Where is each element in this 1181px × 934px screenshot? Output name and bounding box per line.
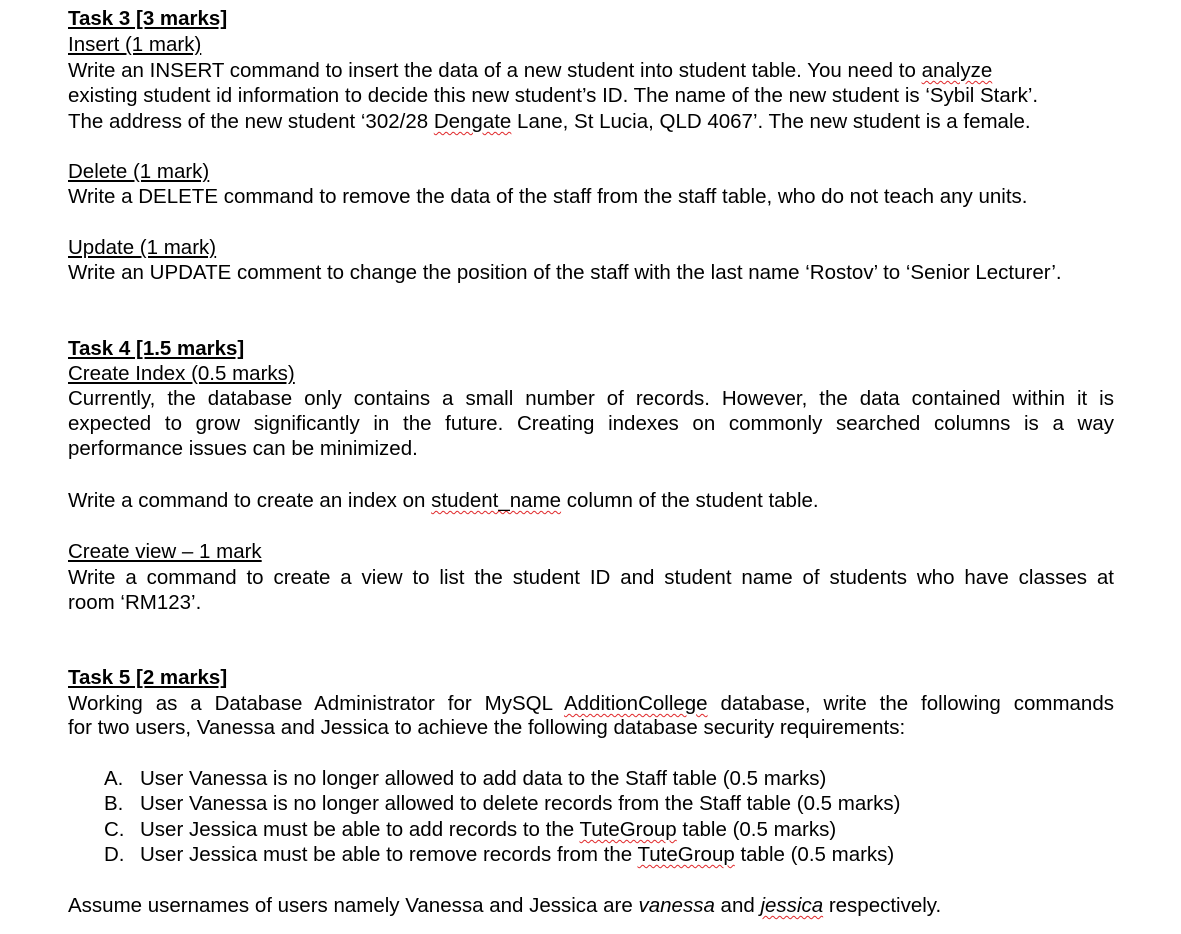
view-line-1: Write a command to create a view to list the student ID and student name of students who have classes at <box>68 566 1114 589</box>
index-command-line <box>68 489 819 513</box>
text-span: User Vanessa is no longer allowed to add data to the Staff table (0.5 marks) <box>140 767 827 790</box>
view-title: Create view – 1 mark <box>68 540 262 563</box>
update-title: Update (1 mark) <box>68 236 217 259</box>
spellcheck-word: Dengate <box>433 110 512 133</box>
task5-heading: Task 5 [2 marks] <box>68 666 228 689</box>
insert-title: Insert (1 mark) <box>68 33 202 56</box>
text-span: D. <box>104 843 125 866</box>
index-para-line-2: expected to grow significantly in the future. Creating indexes on commonly searched columns is a way <box>68 412 1114 435</box>
task3-heading: Task 3 [3 marks] <box>68 7 228 30</box>
text-span: User Jessica must be able to add records to the <box>140 818 580 841</box>
list-item <box>104 818 836 842</box>
view-line-2: room ‘RM123’. <box>68 591 202 614</box>
text-span: C. <box>104 818 125 841</box>
spellcheck-word: student_name <box>431 489 562 512</box>
spellcheck-word: TuteGroup <box>637 843 735 866</box>
task5-intro-line-1 <box>68 692 1114 716</box>
delete-line-1: Write a DELETE command to remove the data of the staff from the staff table, who do not teach any units. <box>68 185 1028 208</box>
insert-line-2: existing student id information to decide this new student’s ID. The name of the new student is ‘Sybil Stark’. <box>68 84 1039 107</box>
text-span: Lane, St Lucia, QLD 4067’. The new student is a female. <box>511 110 1031 133</box>
text-span: column of the student table. <box>561 489 819 512</box>
update-line-1: Write an UPDATE comment to change the position of the staff with the last name ‘Rostov’ to ‘Senior Lecturer’. <box>68 261 1062 284</box>
insert-line-3 <box>68 110 1031 134</box>
spellcheck-word: analyze <box>921 59 993 82</box>
spellcheck-word: jessica <box>760 894 824 917</box>
text-span: The address of the new student ‘302/28 <box>68 110 434 133</box>
spellcheck-word: TuteGroup <box>579 818 677 841</box>
list-item <box>104 843 894 867</box>
text-span: respectively. <box>823 894 942 917</box>
text-span: table (0.5 marks) <box>734 843 895 866</box>
text-span: Write a command to create an index on <box>68 489 432 512</box>
task5-intro-line-2: for two users, Vanessa and Jessica to achieve the following database security requirements: <box>68 716 906 739</box>
spellcheck-word: AdditionCollege <box>563 692 708 715</box>
insert-line-1 <box>68 59 992 83</box>
index-para-line-1: Currently, the database only contains a small number of records. However, the data contained within it is <box>68 387 1114 410</box>
text-span: database, write the following commands <box>707 692 1114 715</box>
text-span: table (0.5 marks) <box>676 818 837 841</box>
text-span: B. <box>104 792 124 815</box>
text-span: Write an INSERT command to insert the data of a new student into student table. You need to <box>68 59 922 82</box>
delete-title: Delete (1 mark) <box>68 160 210 183</box>
index-para-line-3: performance issues can be minimized. <box>68 437 418 460</box>
task4-heading: Task 4 [1.5 marks] <box>68 337 245 360</box>
text-span: Working as a Database Administrator for MySQL <box>68 692 564 715</box>
list-item <box>104 792 900 816</box>
usernames-note <box>68 894 941 918</box>
index-title: Create Index (0.5 marks) <box>68 362 295 385</box>
text-span: A. <box>104 767 124 790</box>
text-span: User Vanessa is no longer allowed to delete records from the Staff table (0.5 marks) <box>140 792 901 815</box>
text-span: vanessa <box>638 894 715 917</box>
text-span: and <box>714 894 761 917</box>
list-item <box>104 767 826 791</box>
text-span: User Jessica must be able to remove records from the <box>140 843 638 866</box>
text-span: Assume usernames of users namely Vanessa and Jessica are <box>68 894 639 917</box>
